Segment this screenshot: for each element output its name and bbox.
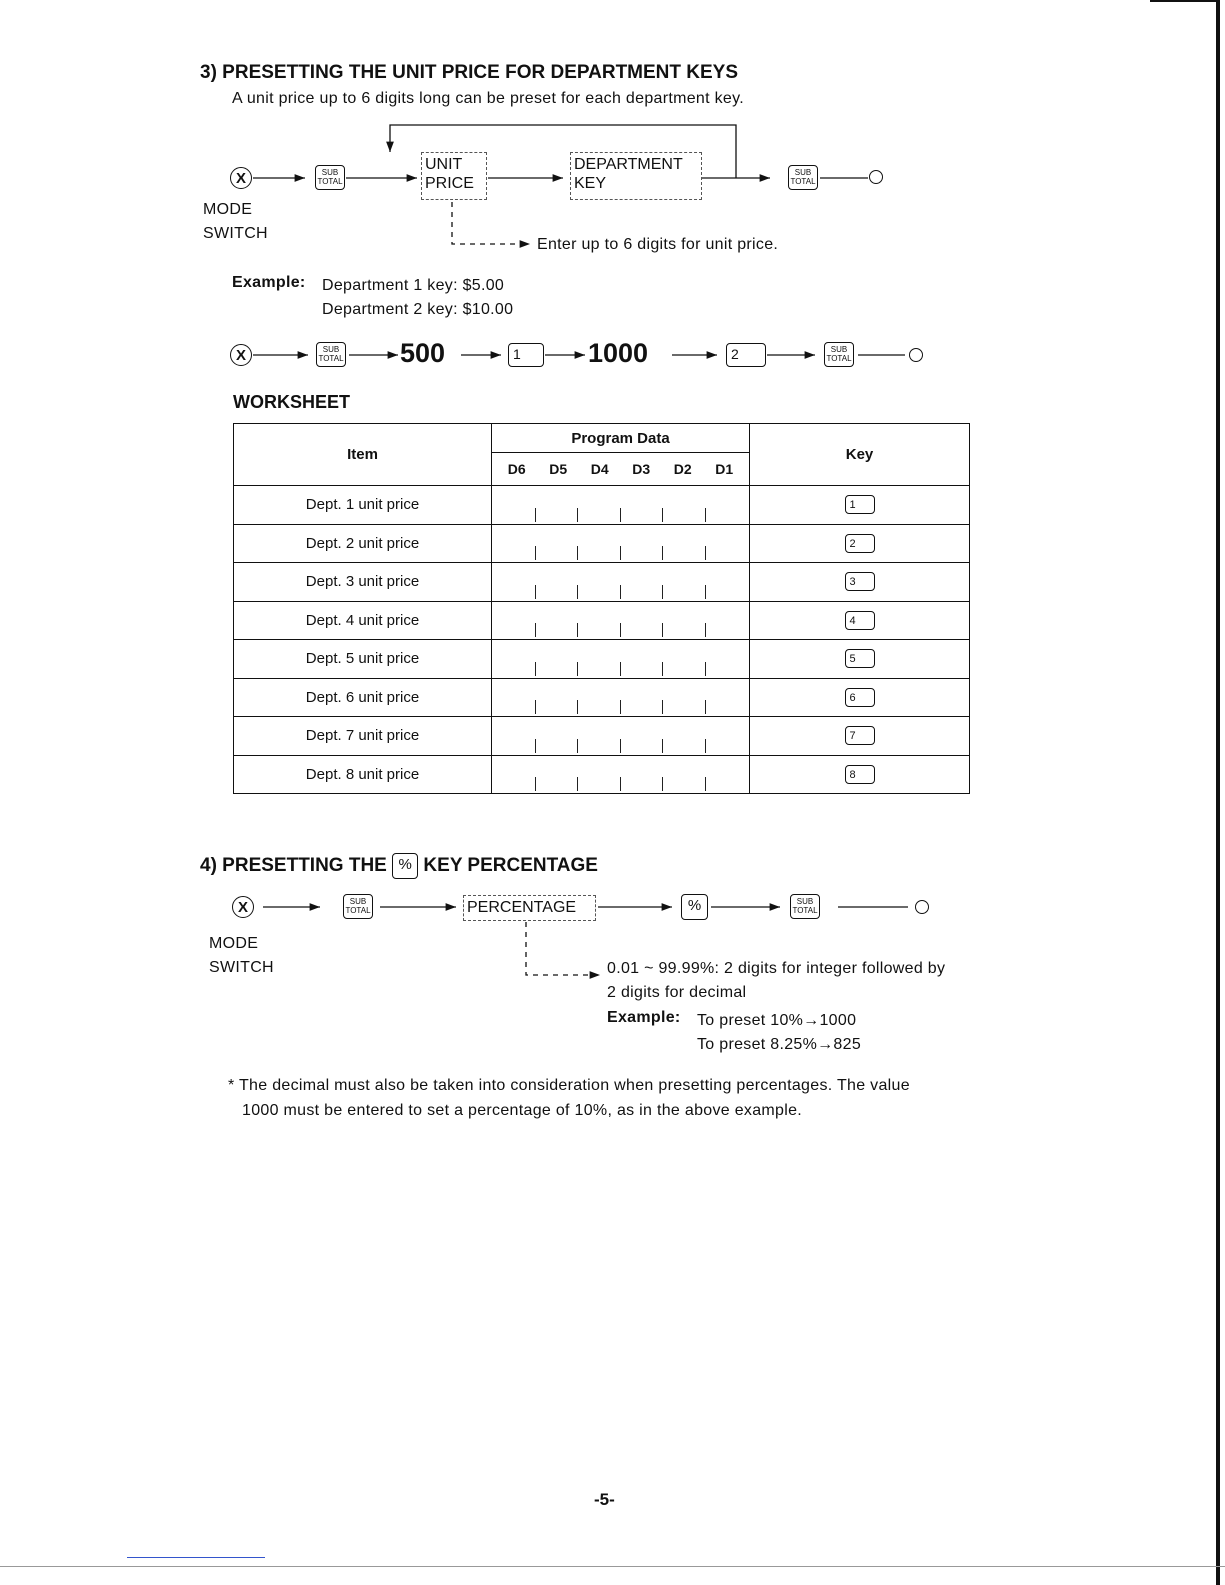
digit-separator bbox=[577, 662, 578, 676]
digit-separator bbox=[535, 508, 536, 522]
item-cell: Dept. 4 unit price bbox=[234, 601, 492, 640]
digit-d1: D1 bbox=[715, 461, 734, 477]
worksheet-title: WORKSHEET bbox=[233, 392, 350, 412]
percentage-note: 0.01 ~ 99.99%: 2 digits for integer followed by 2 digits for decimal bbox=[607, 960, 946, 1001]
mode-switch-label: MODE SWITCH bbox=[203, 201, 268, 242]
item-cell: Dept. 1 unit price bbox=[234, 486, 492, 525]
end-circle-icon bbox=[869, 170, 883, 184]
subtotal-key-icon: SUB TOTAL bbox=[788, 165, 818, 190]
key-cell bbox=[750, 640, 970, 679]
digit-separator bbox=[577, 546, 578, 560]
digit-separator bbox=[535, 739, 536, 753]
table-row bbox=[234, 486, 970, 525]
key-cell bbox=[750, 486, 970, 525]
table-row bbox=[234, 640, 970, 679]
program-data-cell[interactable] bbox=[492, 755, 750, 794]
subtotal-key-icon: SUB TOTAL bbox=[315, 165, 345, 190]
digit-separator bbox=[535, 623, 536, 637]
header-program-data: Program Data bbox=[492, 424, 750, 453]
section3-intro: A unit price up to 6 digits long can be preset for each department key. bbox=[232, 90, 744, 107]
program-data-cell[interactable] bbox=[492, 601, 750, 640]
end-circle-icon bbox=[909, 348, 923, 362]
mode-switch-x-icon: X bbox=[230, 167, 252, 189]
dept-key-2-icon: 2 bbox=[726, 343, 766, 367]
digit-separator bbox=[620, 508, 621, 522]
program-data-cell[interactable] bbox=[492, 640, 750, 679]
digit-separator bbox=[662, 739, 663, 753]
end-circle-icon bbox=[915, 900, 929, 914]
digit-d4: D4 bbox=[590, 461, 609, 477]
digit-separator bbox=[620, 585, 621, 599]
program-data-cell[interactable] bbox=[492, 717, 750, 756]
table-row bbox=[234, 601, 970, 640]
mode-switch-x-icon: X bbox=[230, 344, 252, 366]
dept-key-icon: 2 bbox=[845, 534, 875, 553]
digit-separator bbox=[535, 700, 536, 714]
program-data-cell[interactable] bbox=[492, 486, 750, 525]
example-lines: Department 1 key: $5.00 Department 2 key: $10.00 bbox=[322, 277, 514, 318]
mode-switch-x-icon: X bbox=[232, 896, 254, 918]
item-cell: Dept. 8 unit price bbox=[234, 755, 492, 794]
digit-separator bbox=[705, 700, 706, 714]
subtotal-key-icon: SUB TOTAL bbox=[790, 894, 820, 919]
sequence-number-1: 500 bbox=[400, 338, 446, 368]
digit-separator bbox=[535, 546, 536, 560]
digit-separator bbox=[620, 623, 621, 637]
item-cell: Dept. 5 unit price bbox=[234, 640, 492, 679]
dept-key-icon: 1 bbox=[845, 495, 875, 514]
example-label: Example: bbox=[232, 274, 306, 291]
digit-d2: D2 bbox=[673, 461, 692, 477]
key-cell bbox=[750, 717, 970, 756]
table-row bbox=[234, 755, 970, 794]
program-data-cell[interactable] bbox=[492, 678, 750, 717]
digit-separator bbox=[662, 777, 663, 791]
dept-key-icon: 6 bbox=[845, 688, 875, 707]
digit-separator bbox=[705, 662, 706, 676]
header-item: Item bbox=[234, 424, 492, 486]
digit-separator bbox=[705, 777, 706, 791]
digit-separator bbox=[620, 700, 621, 714]
table-row bbox=[234, 563, 970, 602]
dept-key-1-icon: 1 bbox=[508, 343, 544, 367]
table-row bbox=[234, 678, 970, 717]
digit-separator bbox=[705, 623, 706, 637]
header-key: Key bbox=[750, 424, 970, 486]
item-cell: Dept. 7 unit price bbox=[234, 717, 492, 756]
footnote: * The decimal must also be taken into consideration when presetting percentages. The value 1000 must be entered to set a percentage of 10%, as in the above example. bbox=[228, 1077, 910, 1119]
digit-separator bbox=[662, 508, 663, 522]
key-cell bbox=[750, 601, 970, 640]
key-cell bbox=[750, 563, 970, 602]
table-row bbox=[234, 717, 970, 756]
header-digits bbox=[492, 453, 750, 486]
sequence-number-2: 1000 bbox=[588, 338, 649, 368]
key-cell bbox=[750, 678, 970, 717]
item-cell: Dept. 3 unit price bbox=[234, 563, 492, 602]
digit-separator bbox=[535, 777, 536, 791]
subtotal-key-icon: SUB TOTAL bbox=[343, 894, 373, 919]
section3-heading: 3) PRESETTING THE UNIT PRICE FOR DEPARTMENT KEYS bbox=[200, 62, 739, 83]
digit-separator bbox=[535, 662, 536, 676]
program-data-cell[interactable] bbox=[492, 524, 750, 563]
dept-key-icon: 5 bbox=[845, 649, 875, 668]
table-row bbox=[234, 524, 970, 563]
digit-separator bbox=[577, 508, 578, 522]
dept-key-icon: 8 bbox=[845, 765, 875, 784]
dept-key-icon: 3 bbox=[845, 572, 875, 591]
digit-separator bbox=[705, 546, 706, 560]
percentage-example-lines: To preset 10%→1000 To preset 8.25%→825 bbox=[697, 1012, 862, 1053]
digit-separator bbox=[535, 585, 536, 599]
digit-separator bbox=[662, 585, 663, 599]
digit-separator bbox=[577, 585, 578, 599]
digit-separator bbox=[662, 662, 663, 676]
program-data-cell[interactable] bbox=[492, 563, 750, 602]
item-cell: Dept. 2 unit price bbox=[234, 524, 492, 563]
page-number: -5- bbox=[594, 1490, 615, 1509]
unit-price-box: UNIT PRICE bbox=[421, 152, 487, 200]
percent-key-icon: % bbox=[681, 894, 708, 920]
unit-price-note: Enter up to 6 digits for unit price. bbox=[537, 236, 779, 253]
digit-separator bbox=[662, 700, 663, 714]
digit-separator bbox=[577, 777, 578, 791]
digit-separator bbox=[705, 739, 706, 753]
percent-key-icon: % bbox=[392, 853, 418, 879]
percentage-box: PERCENTAGE bbox=[463, 895, 596, 921]
item-cell: Dept. 6 unit price bbox=[234, 678, 492, 717]
digit-d3: D3 bbox=[632, 461, 651, 477]
digit-d6: D6 bbox=[507, 461, 526, 477]
digit-separator bbox=[620, 662, 621, 676]
digit-separator bbox=[705, 585, 706, 599]
key-cell bbox=[750, 755, 970, 794]
digit-separator bbox=[577, 700, 578, 714]
dept-key-icon: 4 bbox=[845, 611, 875, 630]
digit-separator bbox=[577, 739, 578, 753]
digit-separator bbox=[620, 777, 621, 791]
digit-separator bbox=[662, 623, 663, 637]
dept-key-icon: 7 bbox=[845, 726, 875, 745]
digit-separator bbox=[705, 508, 706, 522]
digit-separator bbox=[620, 739, 621, 753]
digit-separator bbox=[620, 546, 621, 560]
subtotal-key-icon: SUB TOTAL bbox=[824, 342, 854, 367]
digit-d5: D5 bbox=[549, 461, 568, 477]
digit-separator bbox=[662, 546, 663, 560]
mode-switch-label: MODE SWITCH bbox=[209, 935, 274, 976]
worksheet-table bbox=[233, 423, 970, 794]
key-cell bbox=[750, 524, 970, 563]
department-key-box: DEPARTMENT KEY bbox=[570, 152, 702, 200]
subtotal-key-icon: SUB TOTAL bbox=[316, 342, 346, 367]
example-label: Example: bbox=[607, 1009, 681, 1026]
section4-heading: 4) PRESETTING THE % KEY PERCENTAGE bbox=[200, 853, 598, 879]
digit-separator bbox=[577, 623, 578, 637]
